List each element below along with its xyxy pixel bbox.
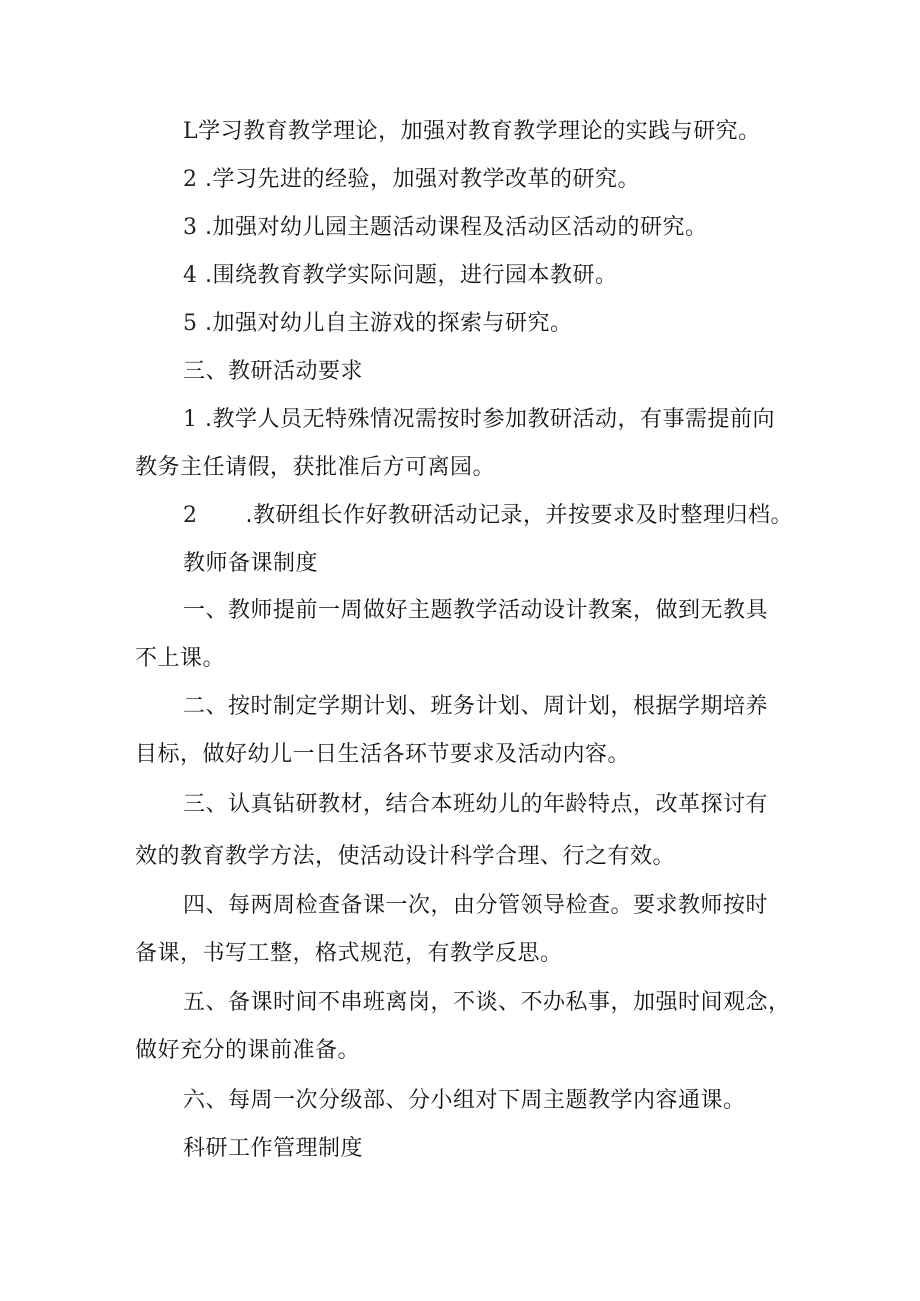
item-text: .加强对幼儿自主游戏的探索与研究。 (205, 311, 573, 336)
paragraph-line: 六、每周一次分级部、分小组对下周主题教学内容通课。 (183, 1088, 746, 1113)
item-text: 学习教育教学理论，加强对教育教学理论的实践与研究。 (198, 119, 761, 144)
item-number: 4 (183, 263, 198, 288)
paragraph-line: 三、认真钻研教材，结合本班幼儿的年龄特点，改革探讨有 (183, 792, 769, 817)
item-number: 2 (183, 503, 198, 528)
paragraph-continuation: 效的教育教学方法，使活动设计科学合理、行之有效。 (135, 844, 676, 869)
list-item-3 (183, 213, 708, 243)
item-text: .教学人员无特殊情况需按时参加教研活动，有事需提前向 (205, 407, 775, 432)
paragraph-continuation: 目标，做好幼儿一日生活各环节要求及活动内容。 (135, 742, 631, 767)
item-text: .围绕教育教学实际问题，进行园本教研。 (205, 263, 618, 288)
paragraph-line: 二、按时制定学期计划、班务计划、周计划，根据学期培养 (183, 694, 769, 719)
section-title: 科研工作管理制度 (183, 1136, 364, 1161)
item-text: .加强对幼儿园主题活动课程及活动区活动的研究。 (205, 215, 708, 240)
item-text: .学习先进的经验，加强对教学改革的研究。 (205, 167, 640, 192)
section-title: 教师备课制度 (183, 551, 319, 576)
list-item-4 (183, 261, 618, 291)
requirement-item-2 (183, 501, 793, 531)
paragraph-continuation: 教务主任请假，获批准后方可离园。 (135, 455, 496, 480)
item-number: 3 (183, 215, 198, 240)
list-item-1 (183, 117, 761, 147)
paragraph-continuation: 备课，书写工整，格式规范，有教学反思。 (135, 941, 563, 966)
paragraph-line: 四、每两周检查备课一次，由分管领导检查。要求教师按时 (183, 893, 769, 918)
paragraph-continuation: 做好充分的课前准备。 (135, 1038, 361, 1063)
paragraph-continuation: 不上课。 (135, 646, 226, 671)
item-number: 5 (183, 311, 198, 336)
list-item-2 (183, 165, 640, 195)
item-number: 1 (183, 407, 198, 432)
paragraph-line: 一、教师提前一周做好主题教学活动设计教案，做到无教具 (183, 598, 769, 623)
item-text: .教研组长作好教研活动记录，并按要求及时整理归档。 (245, 503, 793, 528)
paragraph-line: 五、备课时间不串班离岗，不谈、不办私事，加强时间观念， (183, 990, 791, 1015)
item-number: L (183, 119, 199, 144)
section-heading: 三、教研活动要求 (183, 359, 364, 384)
item-number: 2 (183, 167, 198, 192)
requirement-item-1 (183, 405, 775, 435)
list-item-5 (183, 309, 573, 339)
